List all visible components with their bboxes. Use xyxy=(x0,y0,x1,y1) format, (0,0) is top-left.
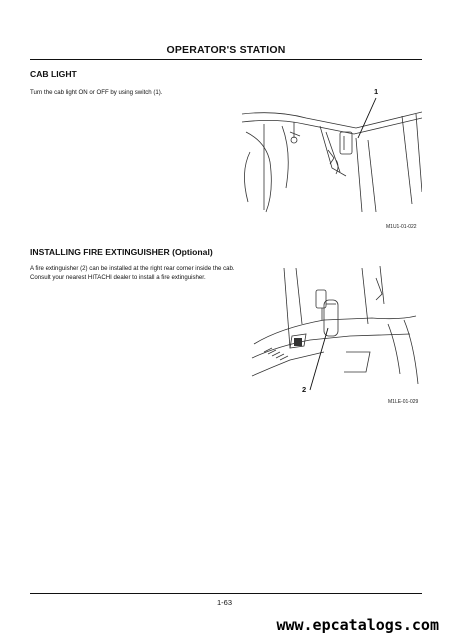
cab-light-figure xyxy=(236,92,422,220)
page-number: 1-63 xyxy=(216,598,232,607)
figure-id-fire-extinguisher: M1LE-01-029 xyxy=(388,399,419,405)
callout-switch-1: 1 xyxy=(374,87,379,96)
fire-extinguisher-instructions: A fire extinguisher (2) can be installed at the right rear corner inside the cab. Consult your nearest HITACHI dealer to install a fire extinguisher. xyxy=(30,265,235,282)
watermark: www.epcatalogs.com xyxy=(276,616,439,634)
page-title: OPERATOR'S STATION xyxy=(166,44,286,56)
callout-extinguisher-2: 2 xyxy=(302,385,307,394)
fire-extinguisher-figure xyxy=(250,264,422,396)
header-divider xyxy=(30,59,422,60)
cab-light-instructions: Turn the cab light ON or OFF by using switch (1). xyxy=(30,89,163,96)
section-title-cab-light: CAB LIGHT xyxy=(30,69,77,79)
section-title-fire-extinguisher: INSTALLING FIRE EXTINGUISHER (Optional) xyxy=(30,247,213,257)
figure-id-cab-light: M1U1-01-022 xyxy=(386,224,417,230)
footer-divider xyxy=(30,593,422,594)
